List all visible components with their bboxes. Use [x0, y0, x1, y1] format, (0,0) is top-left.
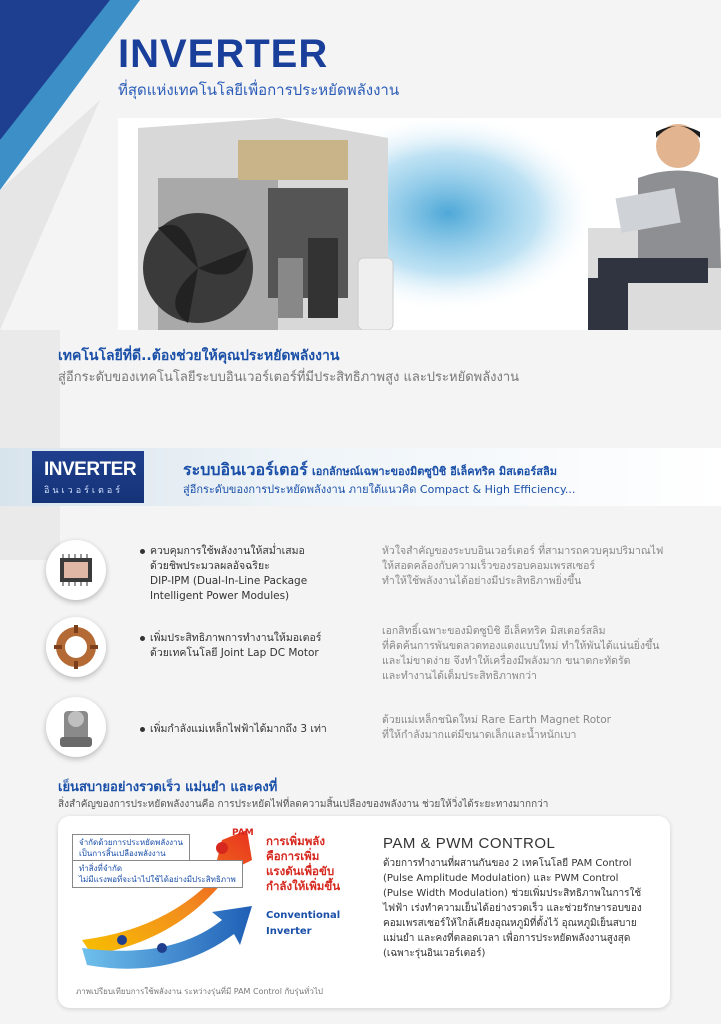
- note-energy-saving: [72, 834, 190, 862]
- pam-power-line-2: คือการเพิ่ม: [266, 849, 320, 863]
- feature-1-desc-2: ให้สอดคล้องกับความเร็วของรอบคอมเพรสเซอร์: [382, 560, 596, 572]
- inverter-title-suffix: เอกลักษณ์เฉพาะของมิตซูบิชิ อีเล็คทริค มิสเตอร์สลิม: [312, 465, 558, 478]
- bullet-icon: [140, 636, 145, 641]
- feature-1-text: [140, 544, 307, 604]
- magnet-rotor-icon: [46, 697, 106, 757]
- conventional-line-1: Conventional: [266, 910, 341, 921]
- pam-power-line-1: การเพิ่มพลัง: [266, 834, 325, 848]
- pam-title: PAM & PWM CONTROL: [383, 835, 556, 852]
- feature-3-text: [140, 722, 327, 737]
- intro-line: สู่อีกระดับของเทคโนโลยีระบบอินเวอร์เตอร์ที่มีประสิทธิภาพสูง และประหยัดพลังงาน: [58, 370, 520, 385]
- feature-3-desc: [382, 713, 611, 743]
- note-limited-power: [72, 860, 243, 888]
- feature-2-desc-4: และทำงานได้เต็มประสิทธิภาพกว่า: [382, 670, 537, 682]
- comfort-line: สิ่งสำคัญของการประหยัดพลังงานคือ การประหยัดไฟที่ลดความสิ้นเปลืองของพลังงาน ช่วยให้วิ่งได้ระยะทางมากกว่า: [58, 799, 549, 810]
- feature-1-desc-1: หัวใจสำคัญของระบบอินเวอร์เตอร์ ที่สามารถควบคุมปริมาณไฟ: [382, 545, 664, 557]
- note-2-line-1: ทำสิ่งที่จำกัด: [79, 864, 123, 873]
- bullet-icon: [140, 549, 145, 554]
- feature-2-desc-2: ที่คิดค้นการพันขดลวดทองแดงแบบใหม่ ทำให้พันได้แน่นยิ่งขึ้น: [382, 640, 660, 652]
- bullet-icon: [140, 727, 145, 732]
- feature-1-desc-3: ทำให้ใช้พลังงานได้อย่างมีประสิทธิภาพยิ่งขึ้น: [382, 575, 582, 587]
- conventional-inverter-label: [266, 908, 340, 940]
- feature-1-line-3: DIP-IPM (Dual-In-Line Package: [150, 575, 308, 587]
- inverter-line: สู่อีกระดับของการประหยัดพลังงาน ภายใต้แนวคิด Compact & High Efficiency...: [183, 483, 576, 496]
- note-2-line-2: ไม่มีแรงพอที่จะนำไปใช้ได้อย่างมีประสิทธิภาพ: [79, 875, 236, 884]
- inverter-logo: [32, 451, 144, 503]
- dip-ipm-chip-icon: [46, 540, 106, 600]
- page-subtitle: ที่สุดแห่งเทคโนโลยีเพื่อการประหยัดพลังงาน: [118, 81, 400, 99]
- feature-2-text: [140, 631, 321, 661]
- feature-2-desc-1: เอกสิทธิ์เฉพาะของมิตซูบิชิ อีเล็คทริค มิสเตอร์สลิม: [382, 625, 606, 637]
- feature-1-line-2: ด้วยชิพประมวลผลอัจฉริยะ: [150, 560, 270, 572]
- hero-image: [118, 118, 721, 330]
- feature-3-desc-1: ด้วยแม่เหล็กชนิดใหม่ Rare Earth Magnet Rotor: [382, 714, 612, 726]
- feature-1-desc: [382, 544, 663, 589]
- page-title: INVERTER: [118, 32, 329, 76]
- feature-1-line-4: Intelligent Power Modules): [150, 590, 290, 602]
- inverter-logo-subtext: อินเวอร์เตอร์: [44, 486, 124, 496]
- note-1-line-2: เป็นการสิ้นเปลืองพลังงาน: [79, 849, 166, 858]
- feature-2-desc: [382, 624, 659, 684]
- intro-heading: เทคโนโลยีที่ดี..ต้องช่วยให้คุณประหยัดพลังงาน: [58, 348, 340, 364]
- conventional-line-2: Inverter: [266, 926, 312, 937]
- comfort-heading: เย็นสบายอย่างรวดเร็ว แม่นยำ และคงที่: [58, 780, 278, 795]
- diagram-caption: ภาพเปรียบเทียบการใช้พลังงาน ระหว่างรุ่นที่มี PAM Control กับรุ่นทั่วไป: [76, 987, 324, 996]
- pam-power-text: [266, 834, 340, 894]
- note-1-line-1: จำกัดด้วยการประหยัดพลังงาน: [79, 838, 184, 847]
- pam-power-line-3: แรงดันเพื่อขับ: [266, 864, 335, 878]
- pam-label: PAM: [232, 828, 254, 838]
- feature-2-line-2: ด้วยเทคโนโลยี Joint Lap DC Motor: [150, 647, 319, 659]
- feature-1-line-1: ควบคุมการใช้พลังงานให้สม่ำเสมอ: [150, 545, 305, 557]
- pam-body: ด้วยการทำงานที่ผสานกันของ 2 เทคโนโลยี PAM Control (Pulse Amplitude Modulation) และ PWM Control (Pulse Width Modulation) ช่วยเพิ่มประสิทธิภาพในการใช้ไฟฟ้า เร่งทำความเย็นได้อย่างรวดเร็ว และช่วยรักษารอบของคอมเพรสเซอร์ให้ใกล้เคียงอุณหภูมิที่ตั้งไว้ อุณหภูมิเย็นสบาย แม่นยำ และคงที่ตลอดเวลา เพื่อการประหยัดพลังงานสูงสุด (เฉพาะรุ่นอินเวอร์เตอร์): [383, 858, 642, 959]
- pam-power-line-4: กำลังให้เพิ่มขึ้น: [266, 879, 341, 893]
- feature-2-line-1: เพิ่มประสิทธิภาพการทำงานให้มอเตอร์: [150, 632, 322, 644]
- feature-3-desc-2: ที่ให้กำลังมากแต่มีขนาดเล็กและน้ำหนักเบา: [382, 729, 577, 741]
- feature-3-line-1: เพิ่มกำลังแม่เหล็กไฟฟ้าได้มากถึง 3 เท่า: [150, 723, 327, 735]
- dc-motor-coil-icon: [46, 617, 106, 677]
- inverter-title: ระบบอินเวอร์เตอร์: [183, 460, 308, 479]
- feature-2-desc-3: และไม่ขาดง่าย จึงทำให้เครื่องมีพลังมาก ขนาดกะทัดรัด: [382, 655, 631, 667]
- inverter-logo-text: INVERTER: [44, 459, 137, 480]
